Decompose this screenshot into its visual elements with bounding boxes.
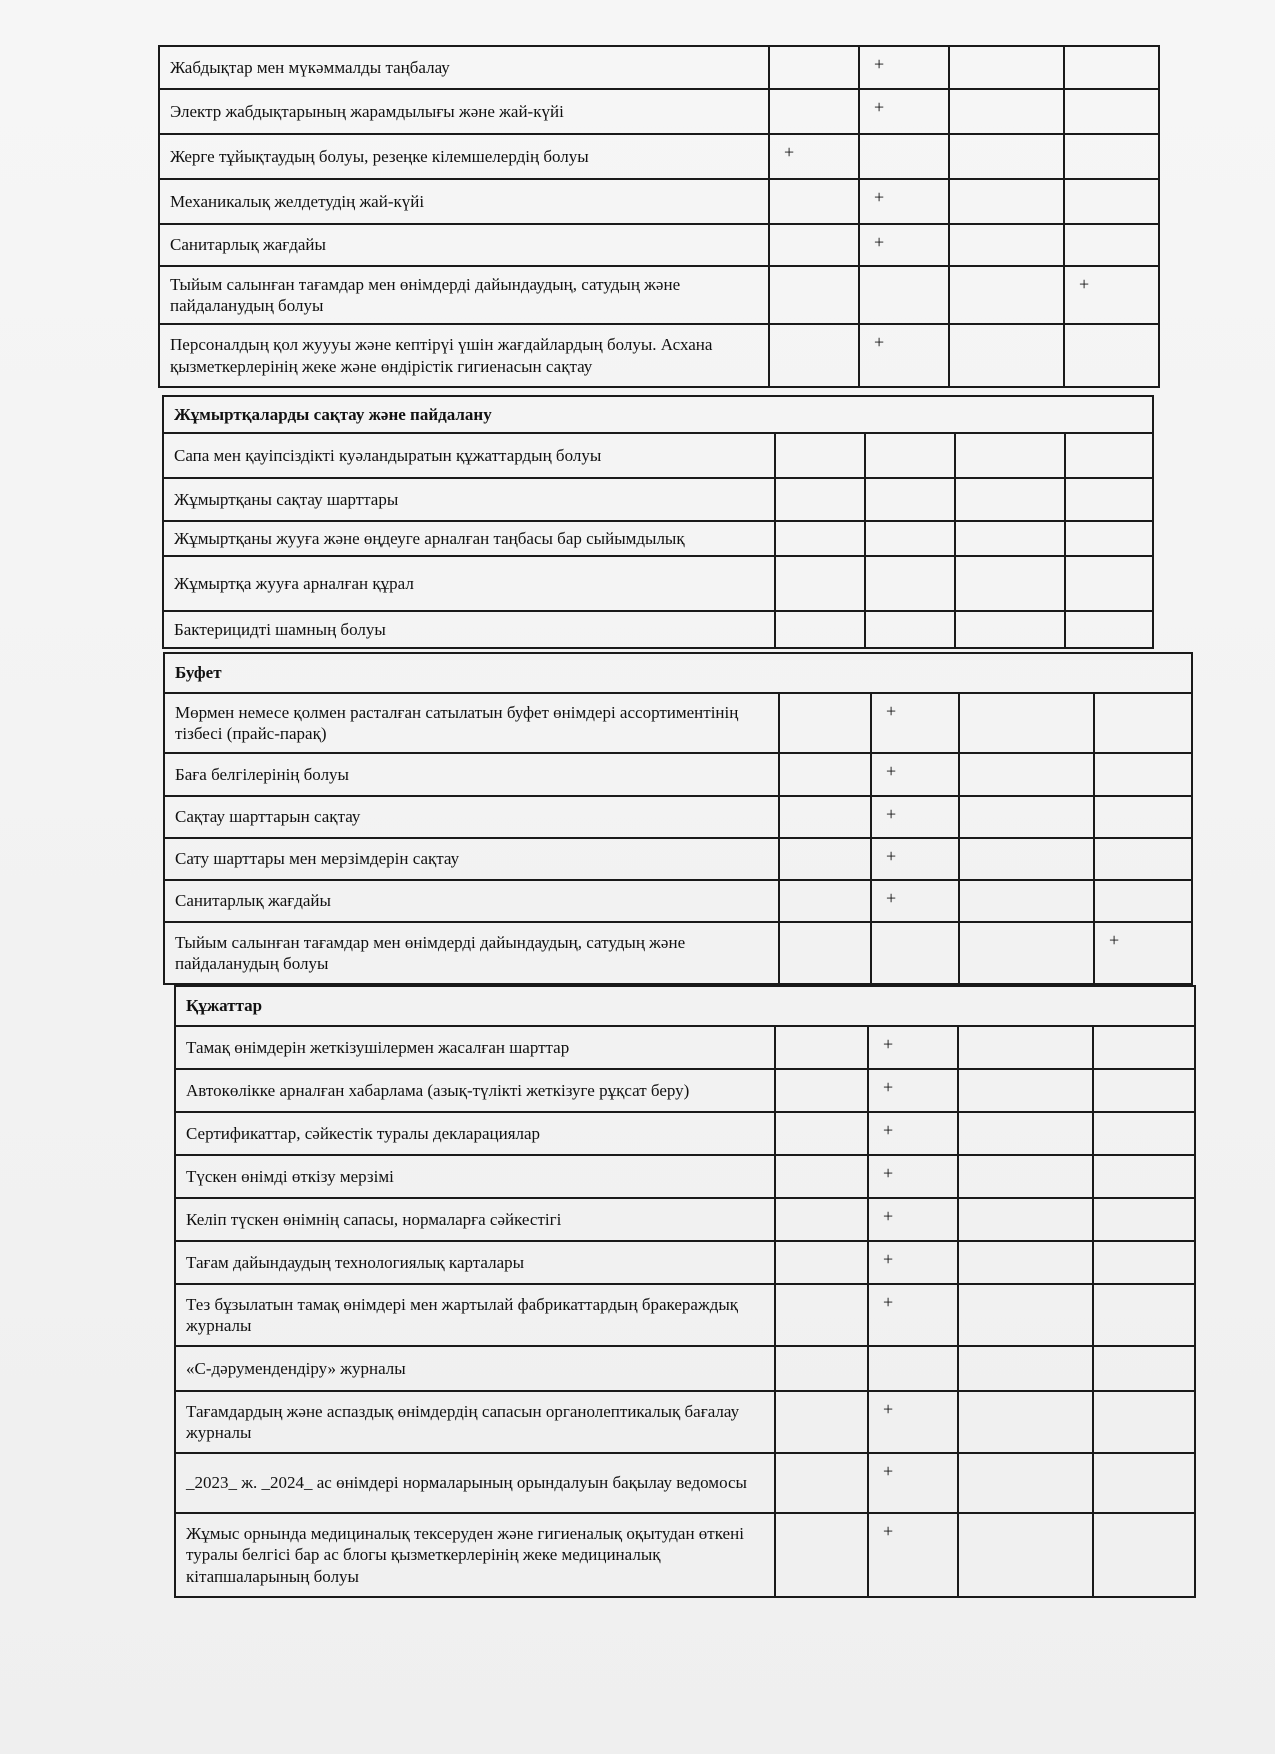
mark-cell (775, 1112, 868, 1155)
mark-cell (769, 179, 859, 224)
mark-cell (1093, 1026, 1195, 1069)
mark-cell: + (868, 1284, 958, 1346)
table-row (159, 324, 1159, 387)
row-label: Тез бұзылатын тамақ өнімдері мен жартылай фабрикаттардың бракераждық журналы (175, 1284, 775, 1346)
mark-cell (1093, 1284, 1195, 1346)
mark-cell (775, 611, 865, 648)
mark-cell (1094, 753, 1192, 796)
row-label: Тағамдардың және аспаздық өнімдердің сапасын органолептикалық бағалау журналы (175, 1391, 775, 1453)
mark-cell (1064, 179, 1159, 224)
mark-cell (958, 1112, 1093, 1155)
mark-cell (955, 556, 1065, 611)
table-row (175, 1155, 1195, 1198)
mark-cell (779, 880, 871, 922)
table-row (163, 556, 1153, 611)
table-row (159, 224, 1159, 266)
mark-cell (775, 433, 865, 478)
mark-cell (958, 1198, 1093, 1241)
mark-cell (959, 838, 1094, 880)
mark-cell (1093, 1112, 1195, 1155)
mark-cell: + (859, 224, 949, 266)
table-row (164, 796, 1192, 838)
section-header-row (164, 653, 1192, 693)
mark-cell: + (868, 1453, 958, 1513)
mark-cell (779, 796, 871, 838)
mark-cell (1065, 433, 1153, 478)
row-label: Жұмыртқа жууға арналған құрал (163, 556, 775, 611)
mark-cell (775, 1069, 868, 1112)
table-row (159, 134, 1159, 179)
table-row (175, 1391, 1195, 1453)
mark-cell (865, 611, 955, 648)
table-row (163, 611, 1153, 648)
mark-cell (959, 796, 1094, 838)
mark-cell (868, 1346, 958, 1391)
mark-cell (958, 1026, 1093, 1069)
mark-cell (769, 224, 859, 266)
row-label: Тыйым салынған тағамдар мен өнімдерді дайындаудың, сатудың және пайдаланудың болуы (159, 266, 769, 324)
section-title: Жұмыртқаларды сақтау және пайдалану (163, 396, 1153, 433)
table-row (163, 521, 1153, 556)
mark-cell (958, 1346, 1093, 1391)
section-title: Буфет (164, 653, 1192, 693)
mark-cell (1093, 1453, 1195, 1513)
table-row (164, 922, 1192, 984)
row-label: Сертификаттар, сәйкестік туралы декларациялар (175, 1112, 775, 1155)
row-label: Тағам дайындаудың технологиялық карталары (175, 1241, 775, 1284)
mark-cell (865, 433, 955, 478)
mark-cell (949, 179, 1064, 224)
mark-cell (1064, 224, 1159, 266)
mark-cell (949, 224, 1064, 266)
mark-cell (775, 1026, 868, 1069)
row-label: Персоналдың қол жуууы және кептірүі үшін жағдайлардың болуы. Асхана қызметкерлерінің жеке және өндірістік гигиенасын сақтау (159, 324, 769, 387)
mark-cell (959, 753, 1094, 796)
mark-cell (1093, 1513, 1195, 1597)
mark-cell (775, 1391, 868, 1453)
mark-cell (779, 922, 871, 984)
mark-cell: + (1064, 266, 1159, 324)
table-row (159, 89, 1159, 134)
mark-cell: + (868, 1069, 958, 1112)
mark-cell (958, 1155, 1093, 1198)
table-row (175, 1241, 1195, 1284)
mark-cell (949, 134, 1064, 179)
mark-cell (955, 611, 1065, 648)
mark-cell (769, 324, 859, 387)
mark-cell (1065, 556, 1153, 611)
row-label: «С-дәрумендендіру» журналы (175, 1346, 775, 1391)
mark-cell (959, 693, 1094, 753)
row-label: Мөрмен немесе қолмен расталған сатылатын буфет өнімдері ассортиментінің тізбесі (прайс-парақ) (164, 693, 779, 753)
mark-cell (1094, 796, 1192, 838)
mark-cell: + (859, 179, 949, 224)
mark-cell (1093, 1069, 1195, 1112)
mark-cell (958, 1241, 1093, 1284)
mark-cell (949, 89, 1064, 134)
mark-cell (1065, 611, 1153, 648)
mark-cell (1093, 1346, 1195, 1391)
mark-cell (958, 1453, 1093, 1513)
checklist-table-eggs (162, 395, 1154, 649)
mark-cell: + (868, 1513, 958, 1597)
mark-cell (1065, 521, 1153, 556)
table-row (175, 1026, 1195, 1069)
mark-cell (865, 556, 955, 611)
mark-cell (775, 1513, 868, 1597)
mark-cell (769, 89, 859, 134)
mark-cell (949, 324, 1064, 387)
mark-cell (775, 1241, 868, 1284)
mark-cell (949, 46, 1064, 89)
mark-cell: + (871, 838, 959, 880)
row-label: Баға белгілерінің болуы (164, 753, 779, 796)
mark-cell (959, 880, 1094, 922)
mark-cell (859, 134, 949, 179)
mark-cell (1093, 1155, 1195, 1198)
checklist-table-equipment (158, 45, 1160, 388)
mark-cell (769, 46, 859, 89)
table-row (164, 693, 1192, 753)
mark-cell (1064, 46, 1159, 89)
section-title: Құжаттар (175, 986, 1195, 1026)
mark-cell (1093, 1391, 1195, 1453)
row-label: Механикалық желдетудің жай-күйі (159, 179, 769, 224)
mark-cell (955, 478, 1065, 521)
mark-cell (775, 478, 865, 521)
row-label: Сапа мен қауіпсіздікті куәландыратын құжаттардың болуы (163, 433, 775, 478)
mark-cell: + (868, 1155, 958, 1198)
mark-cell (959, 922, 1094, 984)
mark-cell (958, 1284, 1093, 1346)
table-row (175, 1198, 1195, 1241)
row-label: Жұмыс орнында медициналық тексеруден және гигиеналық оқытудан өткені туралы белгісі бар ас блогы қызметкерлерінің жеке медициналық кітапшаларының болуы (175, 1513, 775, 1597)
mark-cell (1094, 838, 1192, 880)
table-row (175, 1284, 1195, 1346)
table-row (164, 753, 1192, 796)
table-row (159, 266, 1159, 324)
table-row (175, 1112, 1195, 1155)
mark-cell (1065, 478, 1153, 521)
row-label: Санитарлық жағдайы (164, 880, 779, 922)
mark-cell (1064, 89, 1159, 134)
row-label: Жұмыртқаны сақтау шарттары (163, 478, 775, 521)
mark-cell (775, 556, 865, 611)
mark-cell (955, 433, 1065, 478)
mark-cell (955, 521, 1065, 556)
mark-cell (775, 521, 865, 556)
mark-cell: + (871, 693, 959, 753)
mark-cell: + (868, 1026, 958, 1069)
mark-cell (779, 838, 871, 880)
checklist-table-buffet (163, 652, 1193, 985)
mark-cell: + (871, 880, 959, 922)
table-row (163, 478, 1153, 521)
mark-cell (958, 1391, 1093, 1453)
mark-cell: + (859, 89, 949, 134)
mark-cell (958, 1069, 1093, 1112)
section-header-row (175, 986, 1195, 1026)
mark-cell (1093, 1241, 1195, 1284)
mark-cell (1093, 1198, 1195, 1241)
table-row (159, 46, 1159, 89)
mark-cell (1064, 324, 1159, 387)
mark-cell: + (859, 324, 949, 387)
table-row (164, 838, 1192, 880)
mark-cell: + (769, 134, 859, 179)
mark-cell: + (868, 1391, 958, 1453)
row-label: Сату шарттары мен мерзімдерін сақтау (164, 838, 779, 880)
mark-cell (1094, 880, 1192, 922)
table-row (175, 1069, 1195, 1112)
table-row (164, 880, 1192, 922)
mark-cell (775, 1198, 868, 1241)
mark-cell (1094, 693, 1192, 753)
mark-cell: + (868, 1112, 958, 1155)
mark-cell (871, 922, 959, 984)
mark-cell (859, 266, 949, 324)
table-row (159, 179, 1159, 224)
mark-cell (958, 1513, 1093, 1597)
mark-cell: + (871, 796, 959, 838)
mark-cell (865, 521, 955, 556)
mark-cell: + (868, 1198, 958, 1241)
checklist-table-documents (174, 985, 1196, 1598)
row-label: Тамақ өнімдерін жеткізушілермен жасалған шарттар (175, 1026, 775, 1069)
mark-cell (779, 753, 871, 796)
row-label: Келіп түскен өнімнің сапасы, нормаларға сәйкестігі (175, 1198, 775, 1241)
mark-cell (949, 266, 1064, 324)
mark-cell: + (871, 753, 959, 796)
row-label: Автокөлікке арналған хабарлама (азық-түлікті жеткізуге рұқсат беру) (175, 1069, 775, 1112)
row-label: Сақтау шарттарын сақтау (164, 796, 779, 838)
mark-cell: + (859, 46, 949, 89)
section-header-row (163, 396, 1153, 433)
mark-cell (775, 1453, 868, 1513)
mark-cell (779, 693, 871, 753)
mark-cell (865, 478, 955, 521)
row-label: Жерге тұйықтаудың болуы, резеңке кілемшелердің болуы (159, 134, 769, 179)
mark-cell: + (868, 1241, 958, 1284)
table-row (175, 1513, 1195, 1597)
mark-cell (1064, 134, 1159, 179)
mark-cell (775, 1284, 868, 1346)
row-label: Жабдықтар мен мүкәммалды таңбалау (159, 46, 769, 89)
table-row (163, 433, 1153, 478)
mark-cell (775, 1155, 868, 1198)
row-label: Тыйым салынған тағамдар мен өнімдерді дайындаудың, сатудың және пайдаланудың болуы (164, 922, 779, 984)
row-label: Электр жабдықтарының жарамдылығы және жай-күйі (159, 89, 769, 134)
mark-cell (769, 266, 859, 324)
mark-cell (775, 1346, 868, 1391)
row-label: _2023_ ж. _2024_ ас өнімдері нормаларының орындалуын бақылау ведомосы (175, 1453, 775, 1513)
table-row (175, 1453, 1195, 1513)
mark-cell: + (1094, 922, 1192, 984)
table-row (175, 1346, 1195, 1391)
row-label: Бактерицидті шамның болуы (163, 611, 775, 648)
row-label: Санитарлық жағдайы (159, 224, 769, 266)
row-label: Түскен өнімді өткізу мерзімі (175, 1155, 775, 1198)
row-label: Жұмыртқаны жууға және өңдеуге арналған таңбасы бар сыйымдылық (163, 521, 775, 556)
